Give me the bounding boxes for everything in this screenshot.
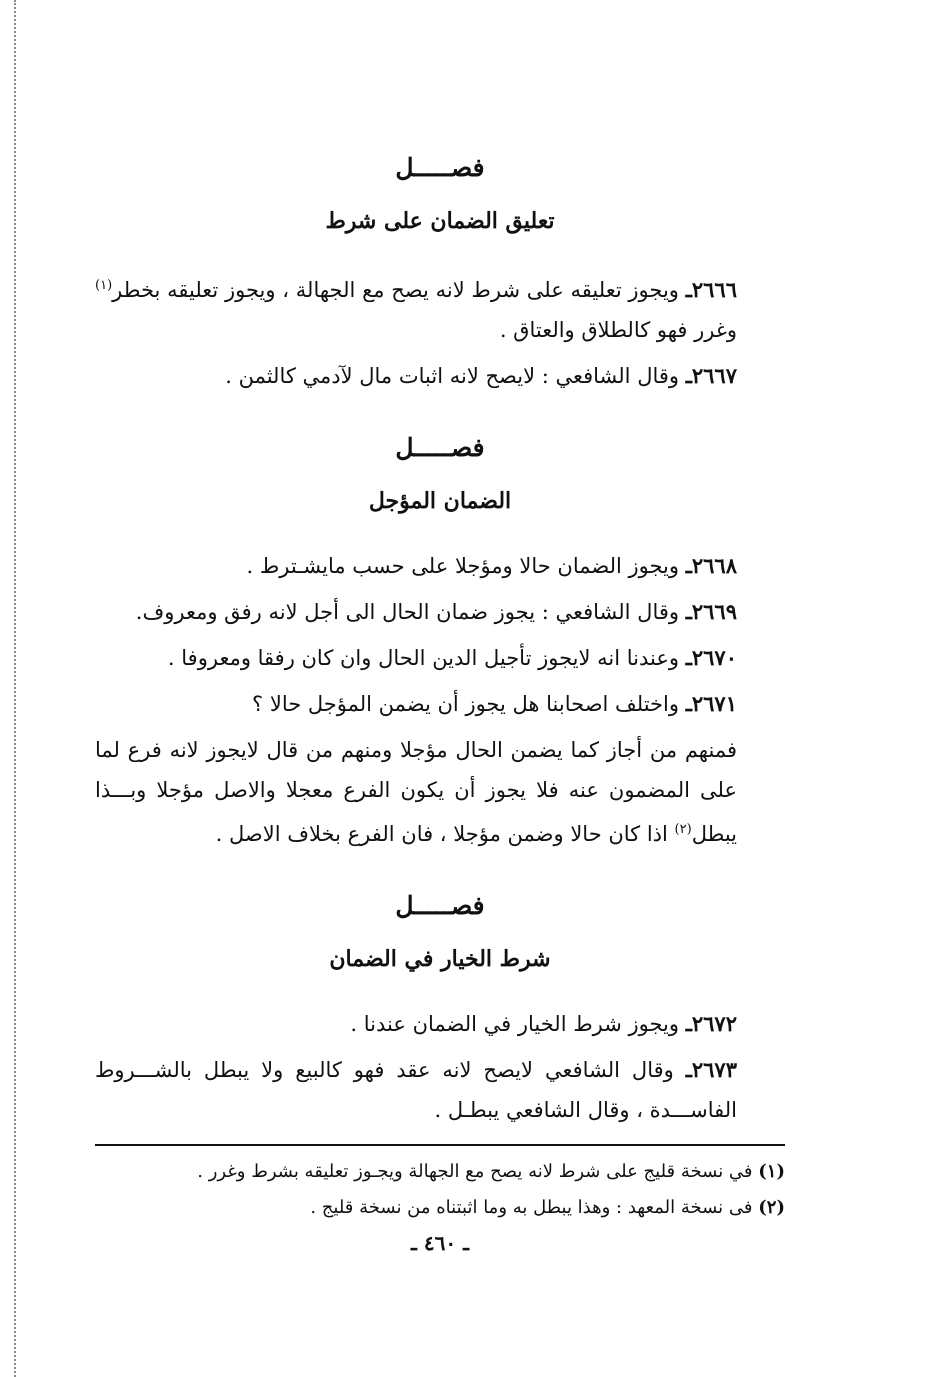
paragraph-number: ٢٦٧٣ـ: [685, 1057, 737, 1082]
paragraph-text: ويجوز الضمان حالا ومؤجلا على حسب مايشـترط .: [246, 554, 680, 578]
paragraph-2667: [95, 356, 785, 396]
section-title: شرط الخيار في الضمان: [329, 946, 551, 972]
paragraph-2672: [95, 1004, 785, 1044]
paragraph-text: وقال الشافعي : لايصح لانه اثبات مال لآدمي كالثمن .: [225, 364, 680, 388]
paragraph-2668: [95, 546, 785, 586]
paragraph-2670: [95, 638, 785, 678]
footnote-1: [95, 1156, 785, 1188]
paragraph-text: فمنهم من أجاز كما يضمن الحال مؤجلا ومنهم من قال لايجوز لانه فرع لما على المضمون عنه فلا يجوز أن يكون الفرع معجلا والاصل مؤجلا وبـــذا يبطل: [95, 738, 737, 846]
section-heading: فصـــــل: [395, 433, 485, 462]
paragraph-number: ٢٦٦٧ـ: [685, 363, 737, 388]
footnote-text: فى نسخة المعهد : وهذا يبطل به وما اثبتناه من نسخة قليج .: [310, 1197, 753, 1218]
page-number: ـ ٤٦٠ ـ: [411, 1231, 469, 1255]
paragraph-number: ٢٦٦٩ـ: [685, 599, 737, 624]
paragraph-2669: [95, 592, 785, 632]
paragraph-number: ٢٦٧٢ـ: [685, 1011, 737, 1036]
paragraph-text: وقال الشافعي لايصح لانه عقد فهو كالبيع ولا يبطل بالشـــروط الفاســـدة ، وقال الشافعي يبطـل .: [95, 1058, 737, 1122]
section-title: الضمان المؤجل: [368, 488, 512, 514]
paragraph-text: ويجوز تعليقه على شرط لانه يصح مع الجهالة ، ويجوز تعليقه بخطر: [112, 278, 679, 302]
footnotes: [95, 1156, 785, 1224]
paragraph-2671: [95, 684, 785, 724]
book-page: [95, 150, 785, 1258]
paragraph-text: واختلف اصحابنا هل يجوز أن يضمن المؤجل حالا ؟: [252, 692, 680, 716]
section-2: [95, 430, 785, 854]
paragraph-text: ويجوز شرط الخيار في الضمان عندنا .: [350, 1012, 680, 1036]
paragraph-number: ٢٦٧٠ـ: [685, 645, 737, 670]
section-title: تعليق الضمان على شرط: [325, 208, 555, 234]
paragraph-text-cont: وغرر فهو كالطلاق والعتاق .: [499, 318, 737, 342]
paragraph-2666: [95, 266, 785, 350]
footnote-divider: [95, 1144, 785, 1146]
paragraph-number: ٢٦٦٦ـ: [685, 277, 737, 302]
paragraph-text-cont: اذا كان حالا وضمن مؤجلا ، فان الفرع بخلاف الاصل .: [215, 822, 668, 846]
footnote-text: في نسخة قليج على شرط لانه يصح مع الجهالة ويجـوز تعليقه بشرط وغرر .: [197, 1161, 753, 1182]
paragraph-continuation: [95, 730, 785, 854]
paragraph-number: ٢٦٧١ـ: [685, 691, 737, 716]
section-3: [95, 888, 785, 1130]
footnote-mark: (١): [758, 1161, 785, 1182]
paragraph-number: ٢٦٦٨ـ: [685, 553, 737, 578]
footnote-mark: (٢): [758, 1197, 785, 1218]
footnote-2: [95, 1192, 785, 1224]
section-heading: فصـــــل: [395, 153, 485, 182]
paragraph-2673: [95, 1050, 785, 1130]
section-1: [95, 150, 785, 396]
paragraph-text: وعندنا انه لايجوز تأجيل الدين الحال وان كان رفقا ومعروفا .: [167, 646, 680, 670]
footnote-ref: (١): [95, 278, 113, 293]
section-heading: فصـــــل: [395, 891, 485, 920]
footnote-ref: (٢): [674, 822, 692, 837]
paragraph-text: وقال الشافعي : يجوز ضمان الحال الى أجل لانه رفق ومعروف.: [135, 600, 680, 624]
page-binding-edge: [14, 0, 16, 1377]
